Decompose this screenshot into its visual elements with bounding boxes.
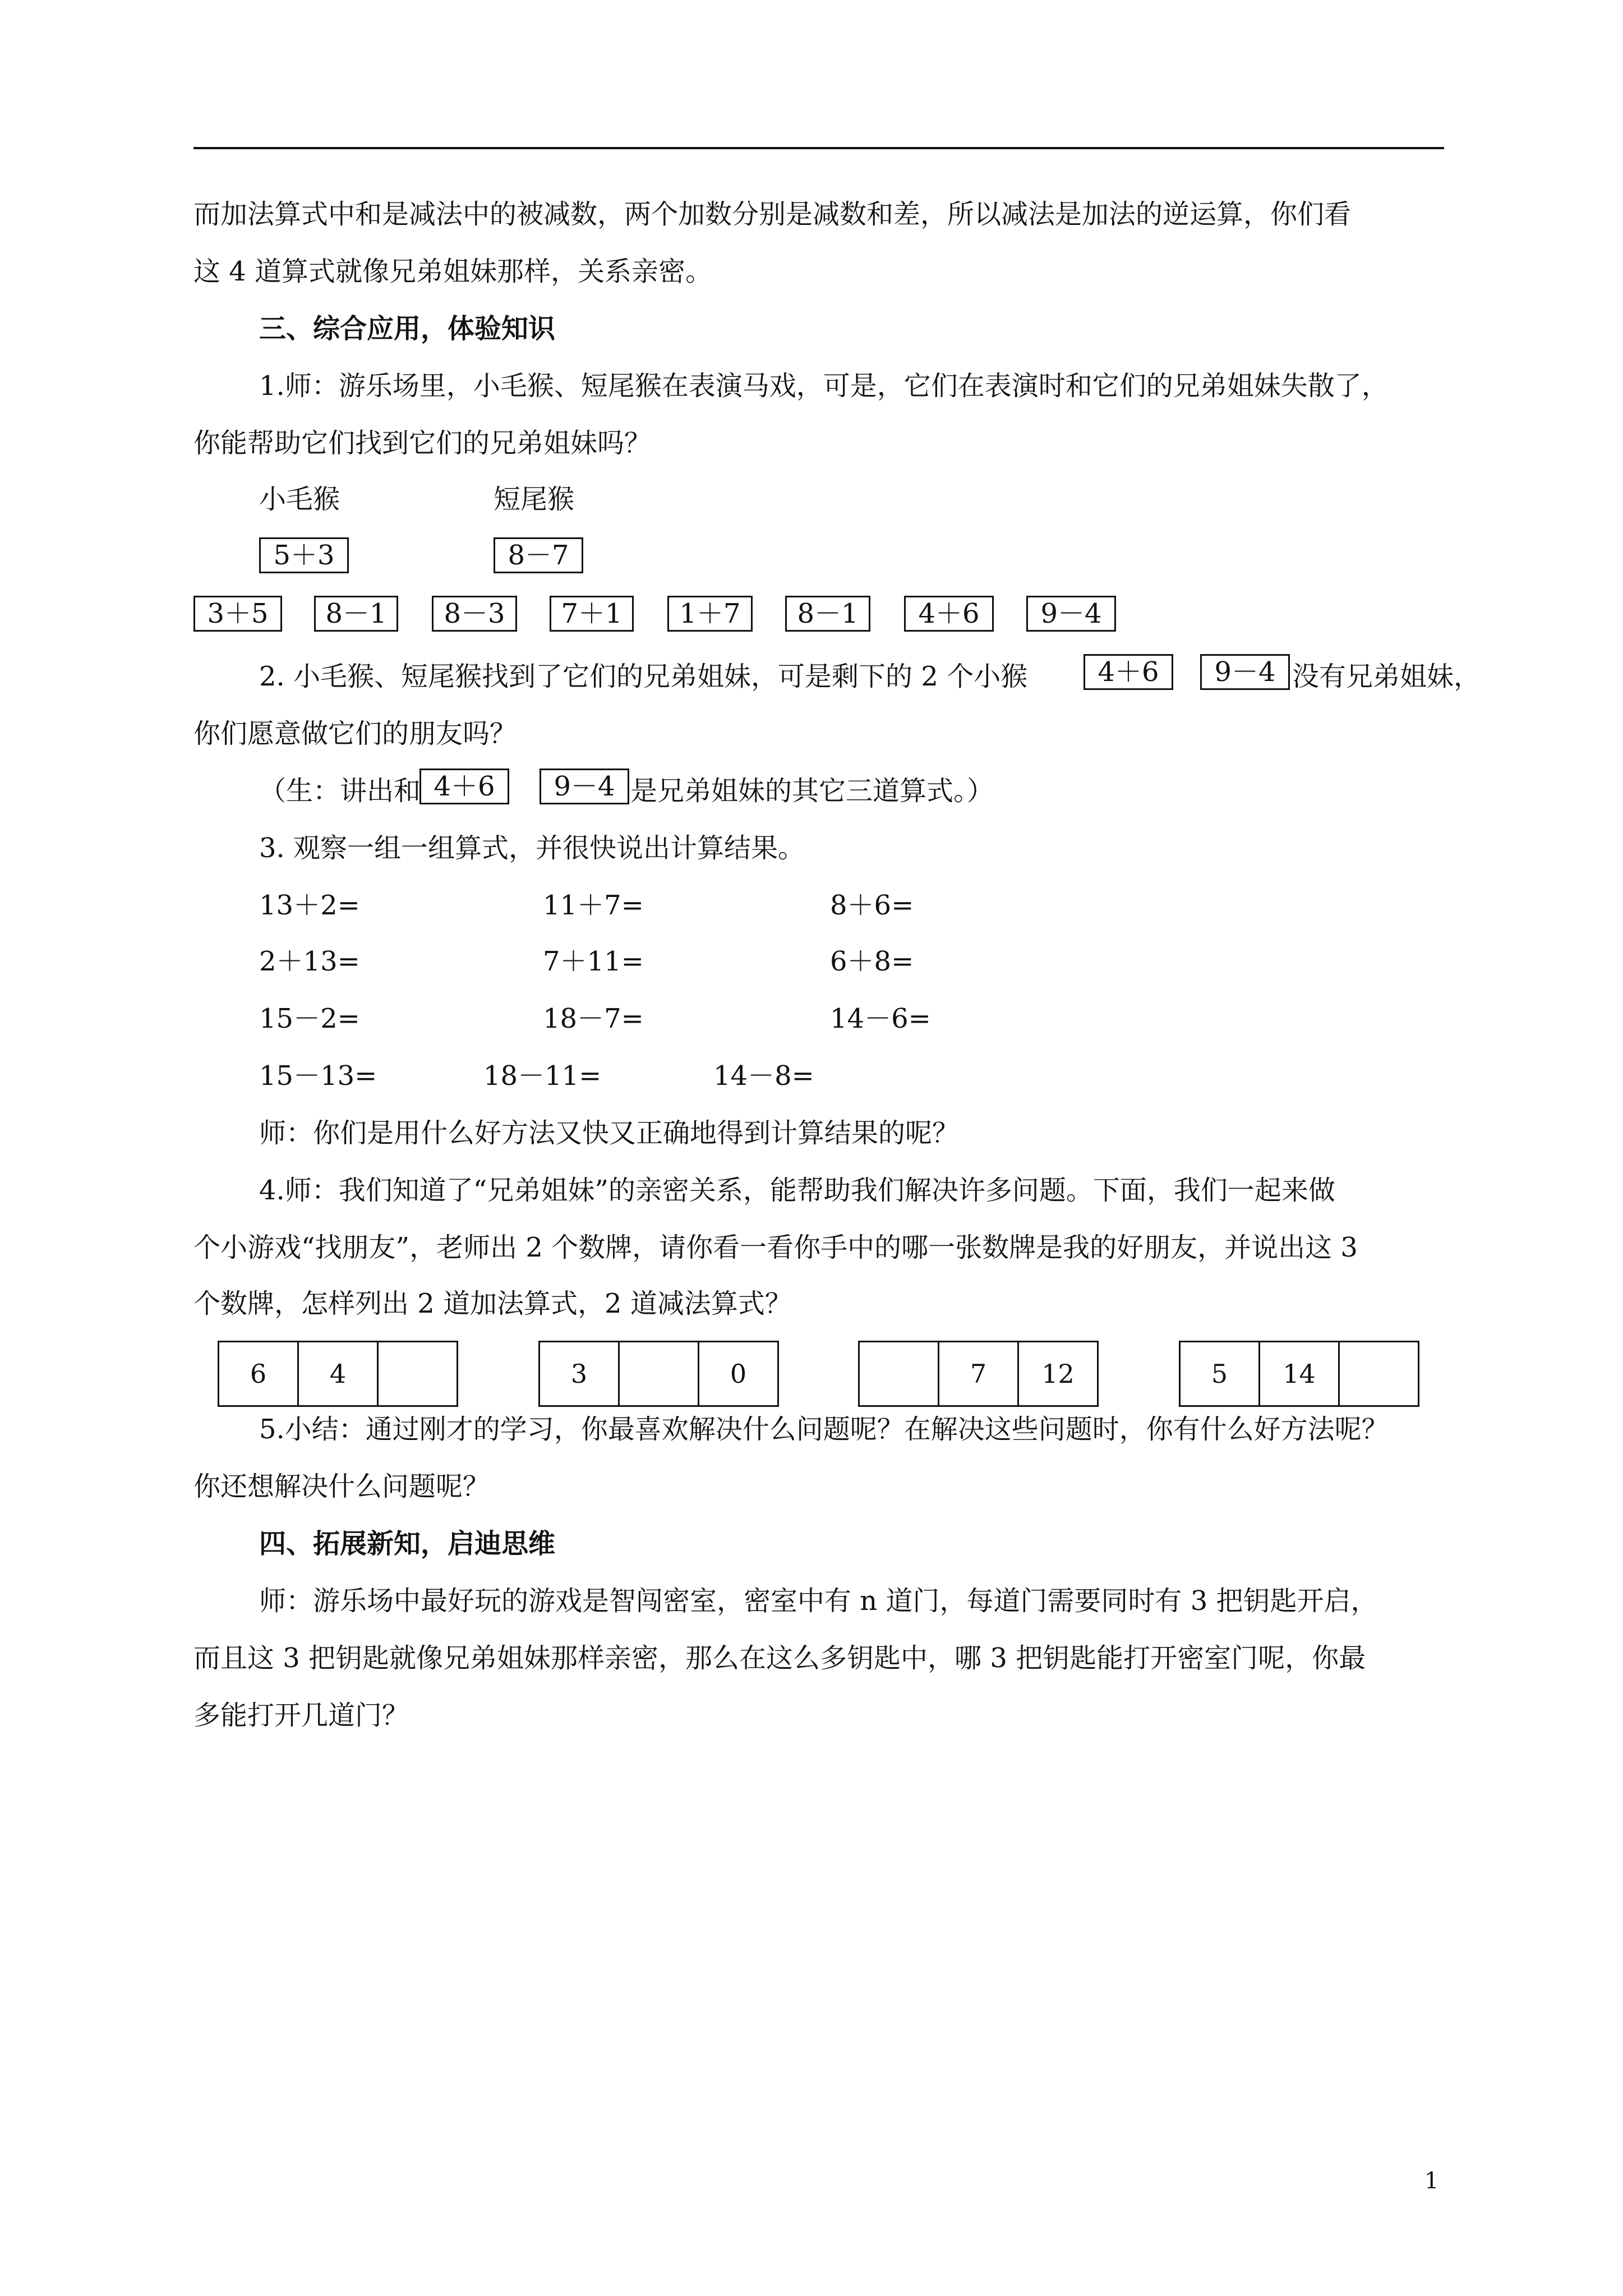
equation: 11＋7= — [543, 890, 644, 921]
expression-card: 5＋3 — [259, 537, 349, 573]
number-card — [377, 1341, 458, 1407]
equation: 6＋8= — [830, 946, 914, 977]
expression-card: 7＋1 — [550, 596, 634, 632]
number-card: 4 — [297, 1341, 379, 1407]
number-card: 7 — [938, 1341, 1019, 1407]
equation: 14－6= — [830, 1003, 931, 1034]
expression-card: 9－4 — [1200, 654, 1290, 690]
equation: 18－11= — [483, 1060, 602, 1092]
monkey-label: 短尾猴 — [494, 484, 575, 515]
expression-card: 9－4 — [1026, 596, 1116, 632]
paragraph-line: 3. 观察一组一组算式，并很快说出计算结果。 — [259, 832, 805, 864]
paragraph-line: （生：讲出和 — [259, 775, 421, 807]
expression-card: 8－7 — [494, 537, 583, 573]
paragraph-line: 2. 小毛猴、短尾猴找到了它们的兄弟姐妹，可是剩下的 2 个小猴 — [259, 661, 1028, 692]
page-number: 1 — [1424, 2168, 1439, 2194]
paragraph-line: 这 4 道算式就像兄弟姐妹那样，关系亲密。 — [193, 256, 713, 287]
paragraph-line: 师：你们是用什么好方法又快又正确地得到计算结果的呢？ — [259, 1117, 960, 1149]
number-card — [618, 1341, 699, 1407]
expression-card: 8－1 — [314, 596, 398, 632]
paragraph-line: 你能帮助它们找到它们的兄弟姐妹吗？ — [193, 427, 652, 459]
monkey-label: 小毛猴 — [259, 484, 340, 515]
equation: 15－13= — [259, 1060, 377, 1092]
expression-card: 4＋6 — [904, 596, 994, 632]
paragraph-line: 而加法算式中和是减法中的被减数，两个加数分别是减数和差，所以减法是加法的逆运算，你们看 — [193, 199, 1352, 230]
expression-card: 8－3 — [432, 596, 517, 632]
paragraph-line: 5.小结：通过刚才的学习，你最喜欢解决什么问题呢？在解决这些问题时，你有什么好方法呢？ — [259, 1414, 1389, 1445]
header-rule — [193, 147, 1444, 149]
section-heading: 三、综合应用，体验知识 — [259, 313, 556, 344]
equation: 14－8= — [713, 1060, 814, 1092]
equation: 8＋6= — [830, 890, 914, 921]
paragraph-line: 多能打开几道门？ — [193, 1700, 409, 1731]
section-heading: 四、拓展新知，启迪思维 — [259, 1528, 556, 1559]
paragraph-line: 是兄弟姐妹的其它三道算式。） — [630, 775, 994, 807]
expression-card: 4＋6 — [1083, 654, 1173, 690]
paragraph-line: 4.师：我们知道了“兄弟姐妹”的亲密关系，能帮助我们解决许多问题。下面，我们一起来做 — [259, 1175, 1335, 1206]
paragraph-line: 而且这 3 把钥匙就像兄弟姐妹那样亲密，那么在这么多钥匙中，哪 3 把钥匙能打开密室门呢，你最 — [193, 1642, 1366, 1674]
paragraph-line: 你还想解决什么问题呢？ — [193, 1471, 490, 1502]
paragraph-line: 没有兄弟姐妹， — [1292, 661, 1481, 692]
paragraph-line: 个小游戏“找朋友”，老师出 2 个数牌，请你看一看你手中的哪一张数牌是我的好朋友，并说出这 3 — [193, 1232, 1358, 1263]
paragraph-line: 你们愿意做它们的朋友吗？ — [193, 718, 517, 749]
equation: 13＋2= — [259, 890, 360, 921]
number-card: 0 — [698, 1341, 779, 1407]
equation: 15－2= — [259, 1003, 360, 1034]
number-card: 14 — [1258, 1341, 1340, 1407]
equation: 18－7= — [543, 1003, 644, 1034]
paragraph-line: 1.师：游乐场里，小毛猴、短尾猴在表演马戏，可是，它们在表演时和它们的兄弟姐妹失散了， — [259, 370, 1389, 402]
expression-card: 4＋6 — [419, 769, 509, 804]
equation: 7＋11= — [543, 946, 644, 977]
number-card: 6 — [218, 1341, 299, 1407]
paragraph-line: 师：游乐场中最好玩的游戏是智闯密室，密室中有 n 道门，每道门需要同时有 3 把钥匙开启， — [259, 1585, 1378, 1617]
number-card — [1338, 1341, 1419, 1407]
equation: 2＋13= — [259, 946, 360, 977]
number-card: 5 — [1179, 1341, 1260, 1407]
number-card: 12 — [1017, 1341, 1099, 1407]
number-card — [858, 1341, 939, 1407]
expression-card: 8－1 — [785, 596, 870, 632]
number-card: 3 — [538, 1341, 620, 1407]
paragraph-line: 个数牌，怎样列出 2 道加法算式，2 道减法算式？ — [193, 1288, 792, 1319]
expression-card: 1＋7 — [667, 596, 753, 632]
expression-card: 3＋5 — [193, 596, 282, 632]
expression-card: 9－4 — [540, 769, 629, 804]
